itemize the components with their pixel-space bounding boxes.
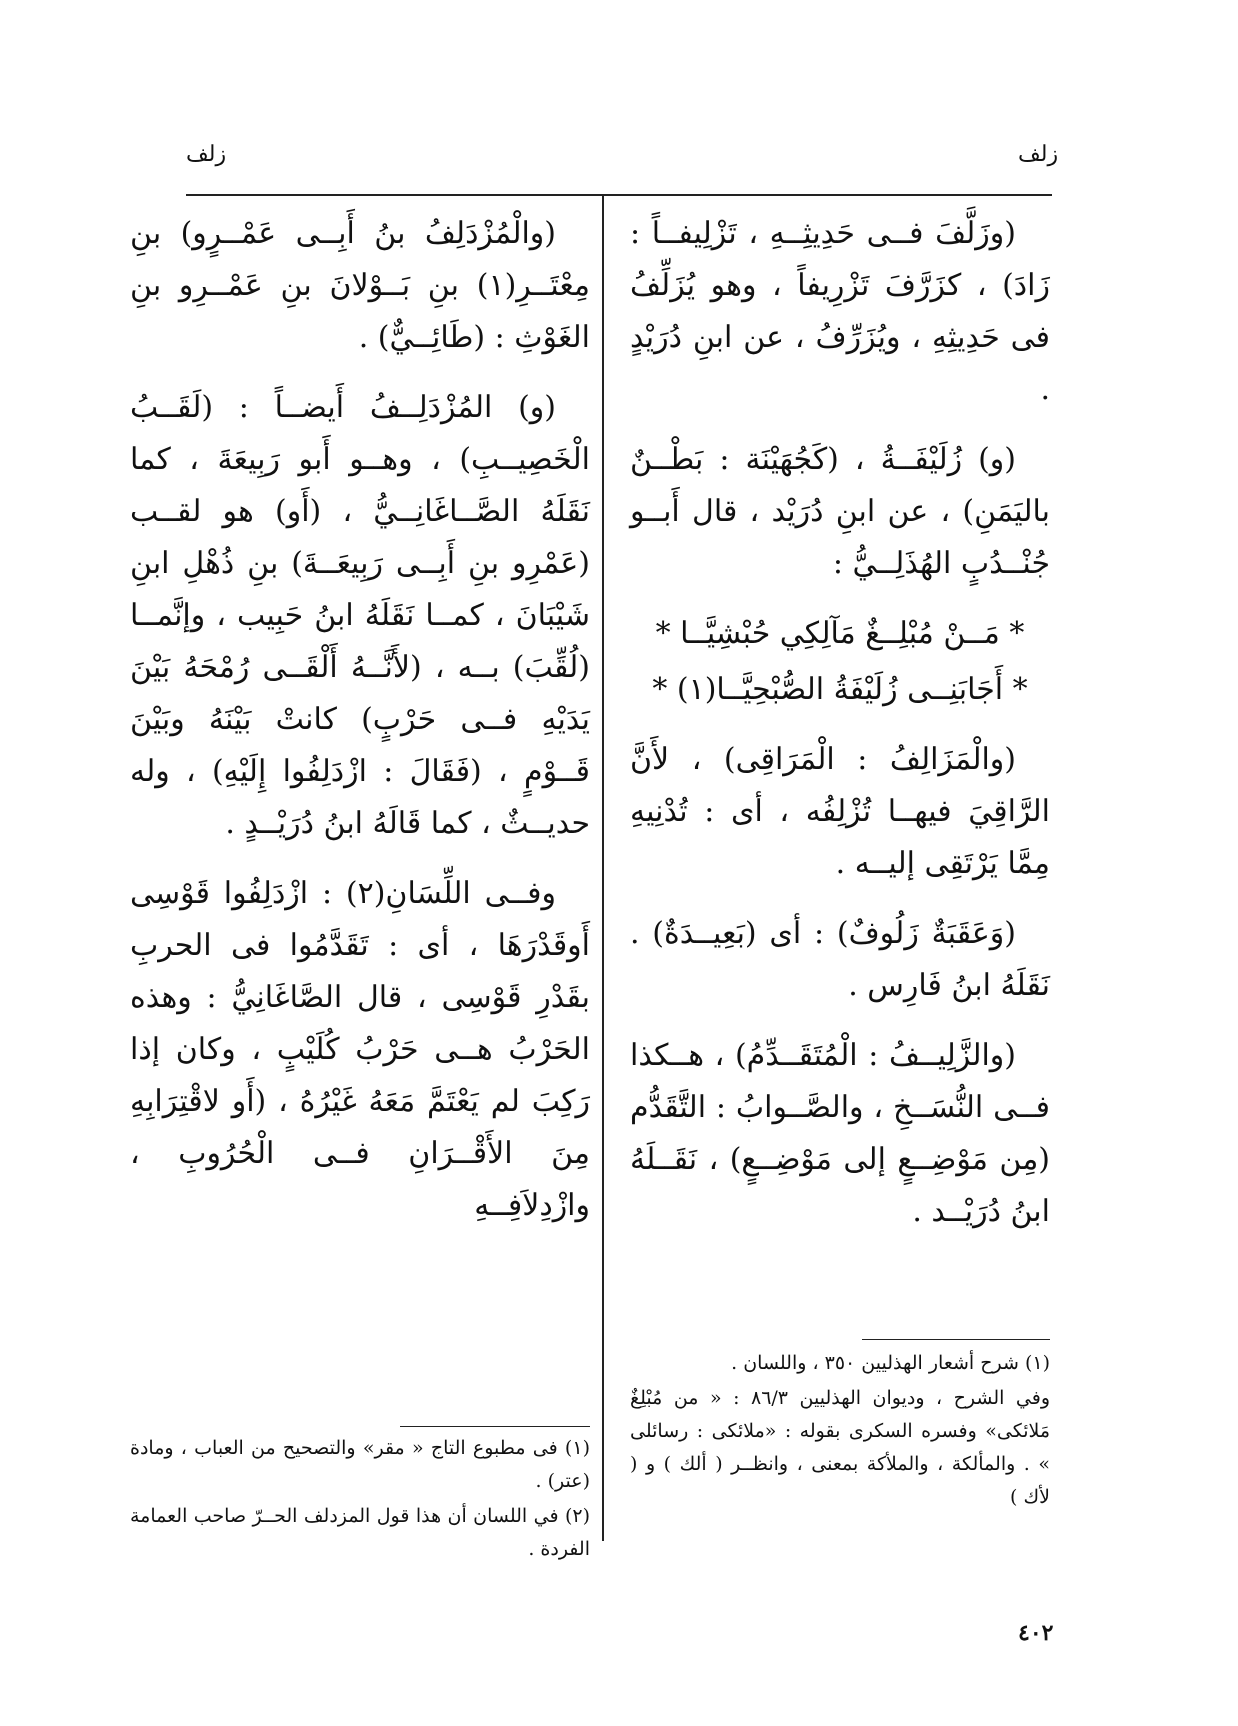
right-footnotes (630, 1347, 1050, 1516)
entry-paragraph: (وزَلَّفَ فــى حَدِيثِــهِ ، تَزْلِيفــاً : زَادَ) ، كزَرَّفَ تَزْرِيفاً ، وهو يُزَلِّفُ فى حَدِيثِهِ ، ويُزَرِّفُ ، عن ابنِ دُرَيْدٍ . (630, 216, 1050, 407)
entry-paragraph: (و) المُزْدَلِــفُ أَيضــاً : (لَقَــبُ الْخَصِيــبِ) ، وهــو أَبو رَبِيعَةَ ، كما نَقَلَهُ الصَّــاغَانِــيُّ ، (أَو) هو لقــب (عَمْرِو بنِ أَبِــى رَبِيعَــةَ) بنِ ذُهْلِ ابنِ شَيْبَانَ ، كمــا نَقَلَهُ ابنُ حَبِيب ، وإنَّمــا (لُقِّبَ) بــه ، (لأَنَّــهُ أَلْقَــى رُمْحَهُ بَيْنَ يَدَيْهِ فــى حَرْبٍ) كانتْ بَيْنَهُ وبَيْنَ قَــوْمٍ ، (فَقَالَ : ازْدَلِفُوا إِلَيْهِ) ، وله حديــثٌ ، كما قَالَهُ ابنُ دُرَيْــدٍ . (130, 390, 590, 841)
header-rule (186, 194, 1052, 196)
page-number: ٤٠٢ (1018, 1620, 1054, 1646)
left-column (130, 208, 590, 1250)
running-head-right: زلف (1018, 142, 1059, 167)
poem-verse: * مَــنْ مُبْلِــغٌ مَآلِكِي حُبْشِيَّــا * (655, 616, 1025, 651)
left-footnotes (130, 1432, 590, 1568)
running-head-left: زلف (186, 142, 227, 167)
poem-verse: * أَجَابَنِــى زُلَيْفَةُ الصُّبْحِيَّــا(١) * (652, 672, 1028, 707)
entry-paragraph: (والْمَزَالِفُ : الْمَرَاقِى) ، لأَنَّ الرَّاقِيَ فيهــا تُزْلِفُه ، أى : تُدْنِيهِ مِمَّا يَرْتَقِى إليــه . (630, 742, 1050, 881)
footnote: وفي الشرح ، وديوان الهذليين ٨٦/٣ : « من مُبْلِغٌ مَلائكى» وفسره السكرى بقوله : «ملائكى : رسائلى » . والمألكة ، والملأكة بمعنى ، وانظــر ( ألك ) و ( لأك ) (630, 1387, 1050, 1508)
entry-paragraph: وفــى اللِّسَانِ(٢) : ازْدَلِفُوا قَوْسِى أَوقَدْرَهَا ، أى : تَقَدَّمُوا فى الحربِ بقَدْرِ قَوْسِى ، قال الصَّاغَانِيُّ : وهذه الحَرْبُ هــى حَرْبُ كُلَيْبٍ ، وكان إذا رَكِبَ لم يَعْتَمَّ مَعَهُ غَيْرُهُ ، (أَو لاقْتِرَابِهِ مِنَ الأَقْــرَانِ فــى الْحُرُوبِ ، وازْدِلاَفِــهِ (130, 876, 590, 1223)
right-column (630, 208, 1050, 1256)
footnote: (٢) في اللسان أن هذا قول المزدلف الحــرّ صاحب العمامة الفردة . (130, 1505, 590, 1560)
entry-paragraph: (والْمُزْدَلِفُ بنُ أَبِــى عَمْــرٍو) بنِ مِعْتَــرِ(١) بنِ بَــوْلانَ بنِ عَمْــرِو بنِ الغَوْثِ : (طَائِــيٌّ) . (130, 216, 590, 355)
entry-paragraph: (والزَّلِيــفُ : الْمُتَقَــدِّمُ) ، هــكذا فــى النُّسَــخِ ، والصَّــوابُ : التَّقَدُّم (مِن مَوْضِــعٍ إلى مَوْضِــعٍ) ، نَقَــلَهُ ابنُ دُرَيْــد . (630, 1038, 1050, 1229)
column-divider (602, 194, 604, 1541)
footnote-rule (400, 1426, 590, 1427)
footnote: (١) شرح أشعار الهذليين ٣٥٠ ، واللسان . (731, 1352, 1050, 1374)
footnote-rule (862, 1339, 1050, 1340)
footnote: (١) فى مطبوع التاج « مقر» والتصحيح من العباب ، ومادة (عتر) . (130, 1437, 590, 1492)
entry-paragraph: (و) زُلَيْفَــةُ ، (كَجُهَيْنَة : بَطْــنٌ باليَمَنِ) ، عن ابنِ دُرَيْد ، قال أَبــو جُنْــدُبٍ الهُذَلِــيُّ : (630, 442, 1050, 581)
entry-paragraph: (وَعَقَبَةٌ زَلُوفٌ) : أى (بَعِيــدَةٌ) . نَقَلَهُ ابنُ فَارِس . (630, 916, 1050, 1003)
